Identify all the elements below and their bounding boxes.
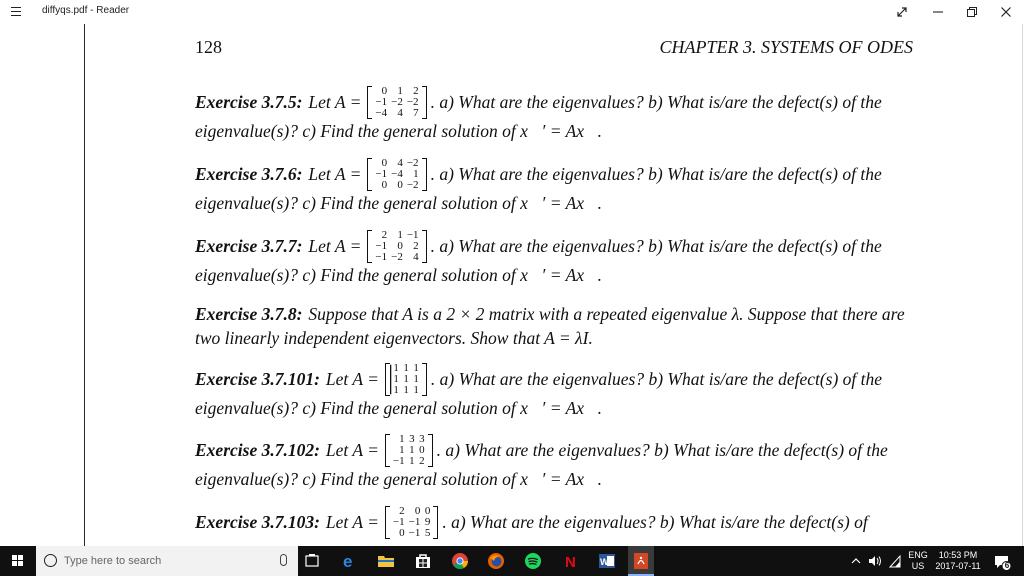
taskbar-search-input[interactable] [36,546,298,576]
exercise-3-7-101 [195,358,915,420]
minimize-icon[interactable] [928,2,948,22]
matrix-cell: 4 [397,156,403,169]
store-icon[interactable] [413,551,433,571]
search-placeholder: Type here to search [64,555,162,567]
matrix-cell: −2 [391,250,403,263]
hamburger-menu-icon[interactable] [8,3,26,21]
matrix-cell: 0 [397,178,403,191]
action-center-icon[interactable] [992,552,1012,572]
windows-logo-icon [12,555,24,567]
exercise-label: Exercise 3.7.7: [195,236,303,256]
matrix-cell: −1 [375,250,388,263]
pdf-document-view[interactable] [0,24,1024,546]
matrix [385,363,427,396]
matrix-cell: 1 [399,432,405,445]
matrix-cell: 1 [409,443,415,456]
matrix-cell: −4 [391,167,403,180]
matrix-cell: 1 [397,84,403,97]
page-number: 128 [195,37,222,57]
chrome-icon[interactable] [450,551,470,571]
matrix-cell: 0 [419,443,425,456]
matrix [367,158,426,191]
matrix-cell: 9 [424,515,431,528]
exercise-lead: Let A = [308,164,362,184]
matrix-cell: 7 [413,106,419,119]
fullscreen-icon[interactable] [892,2,912,22]
matrix-cell: 5 [424,526,431,539]
taskbar [0,546,1024,576]
matrix-cell: 0 [381,156,388,169]
restore-icon[interactable] [962,2,982,22]
matrix-cell: 3 [419,432,425,445]
matrix-cell: 0 [381,178,388,191]
matrix-cell: 1 [413,167,419,180]
edge-icon[interactable] [340,551,360,571]
matrix-cell: 0 [424,504,431,517]
exercise-label: Exercise 3.7.8: [195,304,303,324]
chapter-header: CHAPTER 3. SYSTEMS OF ODES [659,37,913,57]
file-explorer-icon[interactable] [376,551,396,571]
exercise-lead: Let A = [308,236,362,256]
matrix-cell: 3 [409,432,415,445]
exercise-label: Exercise 3.7.5: [195,92,303,112]
volume-icon[interactable] [866,552,884,570]
matrix-cell: −1 [375,239,388,252]
matrix-cell: 1 [393,383,399,396]
spotify-icon[interactable] [523,551,543,571]
clock[interactable] [934,550,982,572]
exercise-lead: Let A = [325,512,379,532]
word-icon[interactable] [597,551,617,571]
matrix [367,230,426,263]
matrix-cell: −1 [375,95,388,108]
matrix-cell: 1 [413,361,419,374]
exercise-label: Exercise 3.7.103: [195,512,320,532]
page-left-edge [84,24,85,546]
matrix-cell: 2 [419,454,425,467]
wifi-icon[interactable] [886,552,904,570]
matrix-cell: −1 [392,515,405,528]
netflix-icon[interactable] [560,551,580,571]
clock-date: 2017-07-11 [935,561,981,571]
start-button[interactable] [0,546,36,576]
matrix-cell: −4 [375,106,388,119]
matrix-cell: 2 [413,84,419,97]
svg-text:W: W [600,557,609,567]
exercise-question-line2: eigenvalue(s)? c) Find the general solution of x⃗′ = Ax⃗. [195,398,603,418]
matrix [367,86,426,119]
exercise-question: . a) What are the eigenvalues? b) What is/are the defect(s) of [442,512,868,532]
svg-text:N: N [565,554,576,571]
exercise-question: . a) What are the eigenvalues? b) What is/are the defect(s) of the [436,440,888,460]
matrix-cell: 0 [399,526,405,539]
exercise-label: Exercise 3.7.6: [195,164,303,184]
matrix-cell: −1 [408,515,421,528]
close-icon[interactable] [996,2,1016,22]
cortana-circle-icon [44,554,57,567]
matrix-cell: 1 [409,454,415,467]
exercise-3-7-7 [195,225,915,287]
exercise-question-line2: eigenvalue(s)? c) Find the general solution of x⃗′ = Ax⃗. [195,121,603,141]
matrix [385,434,433,467]
pdf-reader-icon[interactable] [631,551,651,571]
matrix-cell: 1 [413,372,419,385]
exercise-lead: Let A = [325,440,379,460]
exercise-lead: Let A = [325,369,379,389]
notification-count: 6 [1004,561,1010,570]
exercise-3-7-5 [195,81,915,143]
exercise-question: . a) What are the eigenvalues? b) What is/are the defect(s) of the [430,236,882,256]
language-code: ENG [908,550,928,560]
exercise-3-7-6 [195,153,915,215]
exercise-3-7-8 [195,302,915,350]
matrix-cell: 4 [413,250,419,263]
matrix-cell: 1 [397,228,403,241]
matrix-cell: 1 [403,361,409,374]
matrix-cell: −1 [375,167,388,180]
firefox-icon[interactable] [486,551,506,571]
matrix-cell: 1 [403,372,409,385]
matrix-cell: 2 [399,504,405,517]
svg-text:e: e [343,552,353,571]
matrix [385,506,438,539]
exercise-text: Suppose that A is a 2 × 2 matrix with a repeated eigenvalue λ. Suppose that there are two linearly independent eigenvectors. Show that A = λI. [195,304,905,348]
exercise-label: Exercise 3.7.102: [195,440,320,460]
exercise-label: Exercise 3.7.101: [195,369,320,389]
matrix-cell: −2 [406,178,419,191]
exercise-question: . a) What are the eigenvalues? b) What is/are the defect(s) of the [430,92,882,112]
exercise-question: . a) What are the eigenvalues? b) What is/are the defect(s) of the [430,369,883,389]
matrix-cell: 1 [413,383,419,396]
matrix-cell: 1 [393,372,399,385]
matrix-cell: −1 [392,454,405,467]
exercise-lead: Let A = [308,92,362,112]
language-indicator[interactable] [906,550,930,572]
matrix-cell: 1 [403,383,409,396]
region-code: US [911,561,925,571]
title-bar [0,0,1024,24]
matrix-cell: 0 [381,84,388,97]
exercise-3-7-102 [195,429,915,491]
matrix-cell: −1 [406,228,419,241]
matrix-cell: 1 [399,443,405,456]
window-title: diffyqs.pdf - Reader [42,5,130,16]
show-hidden-icons-icon[interactable] [850,553,862,569]
task-view-icon[interactable] [302,551,322,571]
matrix-cell: −2 [406,95,419,108]
matrix-cell: −2 [406,156,419,169]
exercise-3-7-103 [195,501,915,543]
matrix-cell: 0 [414,504,421,517]
mic-icon[interactable] [280,554,287,566]
exercise-question-line2: eigenvalue(s)? c) Find the general solution of x⃗′ = Ax⃗. [195,265,603,285]
exercise-question-line2: eigenvalue(s)? c) Find the general solution of x⃗′ = Ax⃗. [195,469,603,489]
matrix-cell: 2 [413,239,419,252]
matrix-cell: 4 [397,106,403,119]
matrix-cell: 2 [381,228,388,241]
clock-time: 10:53 PM [938,550,978,560]
matrix-cell: 1 [393,361,399,374]
page-right-edge [1022,24,1023,546]
exercise-question-line2: eigenvalue(s)? c) Find the general solution of x⃗′ = Ax⃗. [195,193,603,213]
matrix-cell: −2 [391,95,403,108]
exercise-question: . a) What are the eigenvalues? b) What is/are the defect(s) of the [430,164,882,184]
matrix-cell: −1 [408,526,421,539]
matrix-cell: 0 [397,239,403,252]
